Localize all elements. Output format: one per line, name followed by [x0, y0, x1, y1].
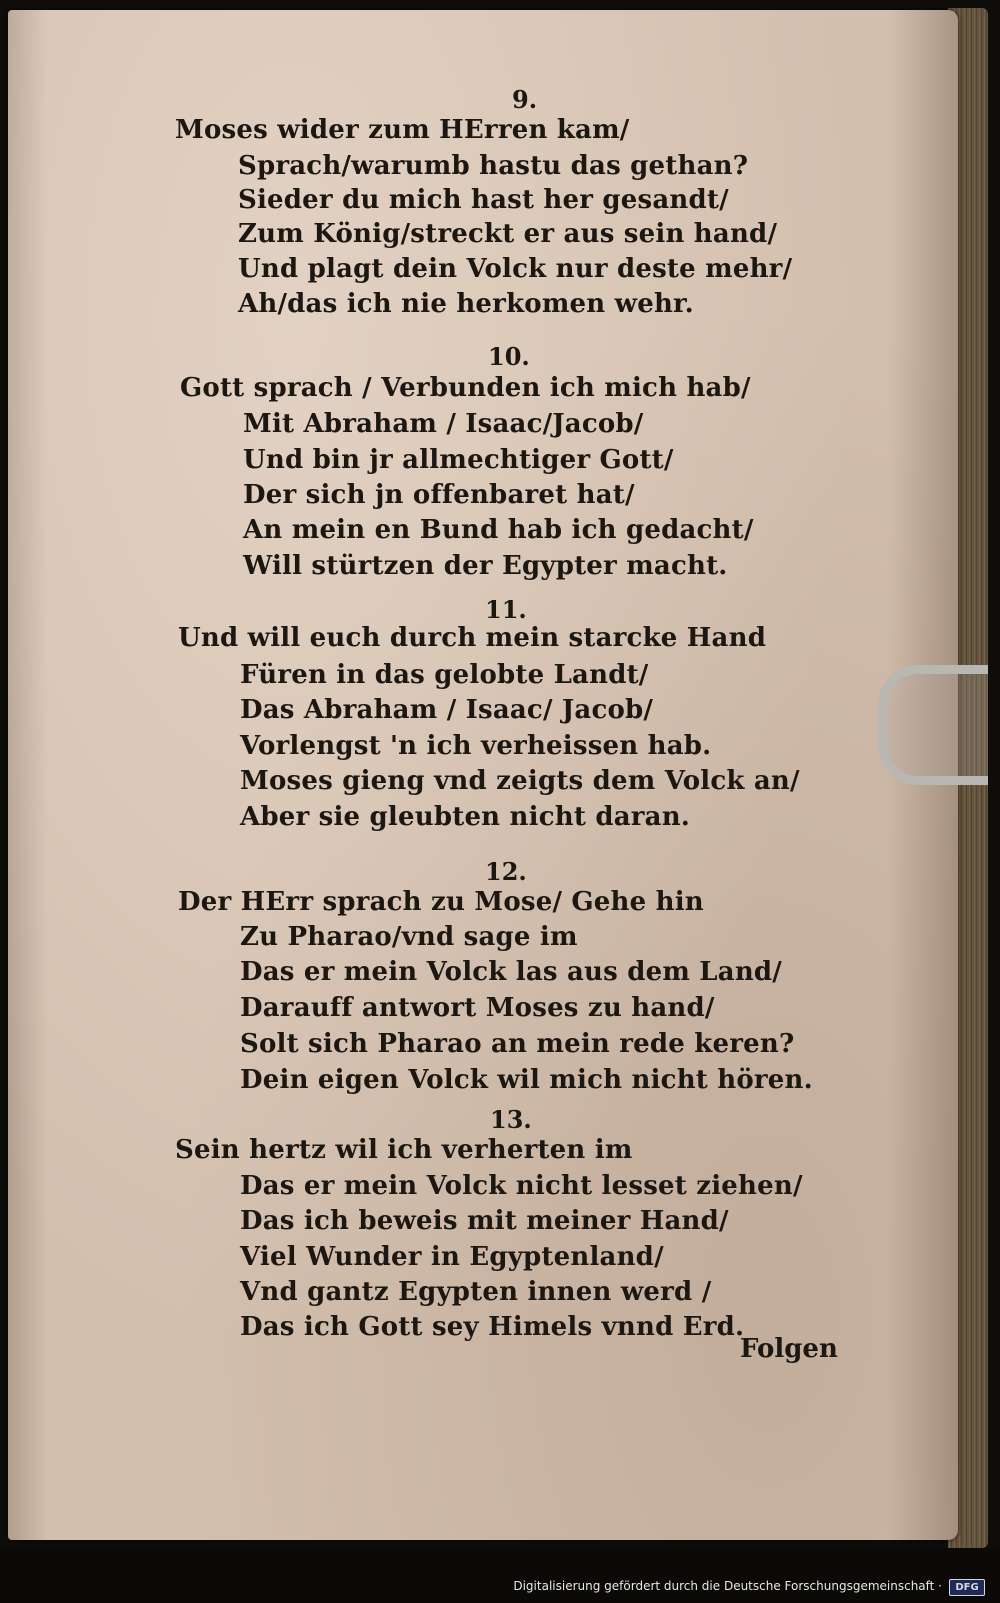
verse-line: Sein hertz wil ich verherten im: [175, 1135, 633, 1165]
funding-credit: Digitalisierung gefördert durch die Deutsche Forschungsgemeinschaft ·: [513, 1579, 942, 1593]
verse-line: An mein en Bund hab ich gedacht/: [243, 515, 754, 545]
verse-line: Und will euch durch mein starcke Hand: [178, 623, 767, 653]
page-top-mark: 9.: [512, 85, 538, 114]
verse-line: Und bin jr allmechtiger Gott/: [243, 445, 674, 475]
dfg-logo-icon: DFG: [949, 1579, 985, 1596]
stanza-number: 12.: [485, 857, 527, 886]
verse-line: Das er mein Volck nicht lesset ziehen/: [240, 1171, 803, 1201]
verse-line: Vnd gantz Egypten innen werd /: [240, 1277, 712, 1307]
verse-line: Moses gieng vnd zeigts dem Volck an/: [240, 766, 800, 796]
verse-line: Darauff antwort Moses zu hand/: [240, 993, 715, 1023]
verse-line: Zum König/streckt er aus sein hand/: [238, 219, 778, 249]
verse-line: Zu Pharao/vnd sage im: [240, 922, 578, 952]
verse-line: Und plagt dein Volck nur deste mehr/: [238, 254, 793, 284]
catchword: Folgen: [740, 1334, 838, 1364]
footer-bar: [0, 1548, 1000, 1603]
verse-line: Dein eigen Volck wil mich nicht hören.: [240, 1065, 813, 1095]
verse-line: Mit Abraham / Isaac/Jacob/: [243, 409, 644, 439]
stanza-number: 13.: [490, 1105, 532, 1134]
verse-line: Moses wider zum HErren kam/: [175, 115, 630, 145]
verse-line: Der sich jn offenbaret hat/: [243, 480, 635, 510]
stanza-number: 11.: [485, 595, 527, 624]
verse-line: Ah/das ich nie herkomen wehr.: [238, 289, 694, 319]
verse-line: Der HErr sprach zu Mose/ Gehe hin: [178, 887, 704, 917]
verse-line: Das ich Gott sey Himels vnnd Erd.: [240, 1312, 745, 1342]
verse-line: Sprach/warumb hastu das gethan?: [238, 151, 749, 181]
stanza-number: 10.: [488, 342, 530, 371]
verse-line: Aber sie gleubten nicht daran.: [240, 802, 691, 832]
verse-line: Das ich beweis mit meiner Hand/: [240, 1206, 729, 1236]
verse-line: Füren in das gelobte Landt/: [240, 660, 649, 690]
verse-line: Das er mein Volck las aus dem Land/: [240, 957, 783, 987]
verse-line: Viel Wunder in Egyptenland/: [240, 1242, 664, 1272]
verse-line: Gott sprach / Verbunden ich mich hab/: [180, 373, 751, 403]
verse-line: Das Abraham / Isaac/ Jacob/: [240, 695, 654, 725]
verse-line: Vorlengst 'n ich verheissen hab.: [240, 731, 712, 761]
verse-line: Will stürtzen der Egypter macht.: [243, 551, 728, 581]
verse-line: Sieder du mich hast her gesandt/: [238, 185, 729, 215]
verse-line: Solt sich Pharao an mein rede keren?: [240, 1029, 795, 1059]
